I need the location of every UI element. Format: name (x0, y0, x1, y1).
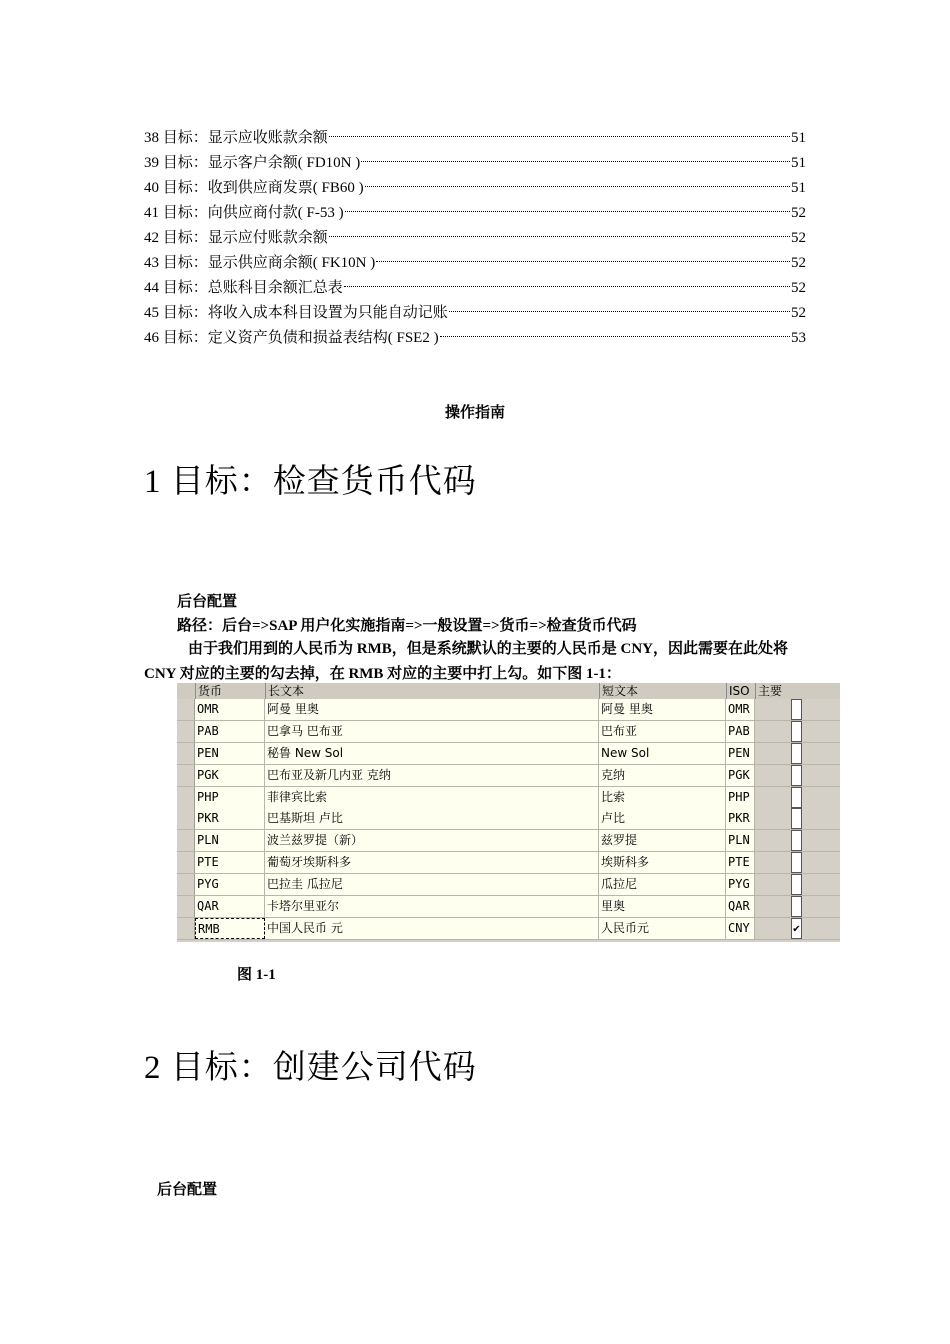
row-selector[interactable] (177, 765, 195, 786)
table-row[interactable] (177, 918, 840, 940)
toc-entry-page: 51 (791, 155, 806, 171)
cell-iso[interactable]: PKR (726, 808, 755, 829)
toc-leader (376, 261, 790, 262)
section1-heading: 1 目标：检查货币代码 (144, 464, 477, 500)
primary-checkbox[interactable] (791, 743, 802, 764)
cell-primary (755, 918, 840, 939)
section1-paragraph (144, 637, 808, 687)
table-row[interactable] (177, 852, 840, 874)
cell-primary (755, 852, 840, 873)
cell-code[interactable]: PYG (195, 874, 265, 895)
toc-leader (365, 186, 790, 187)
cell-code[interactable]: PGK (195, 765, 265, 786)
cell-iso[interactable]: PAB (726, 721, 755, 742)
col-header-iso[interactable]: ISO (726, 683, 755, 699)
primary-checkbox[interactable] (791, 830, 802, 851)
cell-short-text[interactable]: 巴布亚 (599, 721, 726, 742)
table-row[interactable] (177, 721, 840, 743)
toc-entry-page: 52 (791, 280, 806, 296)
primary-checkbox[interactable] (791, 787, 802, 808)
toc-entry-title: 44 目标：总账科目余额汇总表 (144, 280, 343, 296)
table-row[interactable] (177, 896, 840, 918)
table-row[interactable] (177, 830, 840, 852)
col-header-short[interactable]: 短文本 (599, 683, 726, 699)
cell-iso[interactable]: PGK (726, 765, 755, 786)
cell-primary (755, 743, 840, 764)
currency-table (177, 683, 840, 942)
toc-entry-title: 43 目标：显示供应商余额( FK10N ) (144, 255, 376, 271)
cell-code[interactable]: PHP (195, 787, 265, 808)
figure-caption: 图 1-1 (237, 967, 276, 983)
cell-long-text[interactable]: 巴拉圭 瓜拉尼 (265, 874, 599, 895)
cell-short-text[interactable]: 人民币元 (599, 918, 726, 939)
cell-primary (755, 830, 840, 851)
primary-checkbox[interactable] (791, 765, 802, 786)
toc-leader (344, 286, 790, 287)
config-path: 路径：后台=>SAP 用户化实施指南=>一般设置=>货币=>检查货币代码 (177, 618, 637, 634)
cell-short-text[interactable]: 兹罗提 (599, 830, 726, 851)
toc-entry-title: 45 目标：将收入成本科目设置为只能自动记账 (144, 305, 448, 321)
primary-checkbox[interactable] (791, 808, 802, 829)
toc-entry[interactable] (144, 226, 806, 251)
toc-leader (449, 311, 790, 312)
table-row[interactable] (177, 743, 840, 765)
row-selector[interactable] (177, 787, 195, 808)
cell-primary (755, 896, 840, 917)
cell-long-text[interactable]: 巴拿马 巴布亚 (265, 721, 599, 742)
cell-iso[interactable]: PLN (726, 830, 755, 851)
toc-entry-page: 52 (791, 205, 806, 221)
row-selector[interactable] (177, 852, 195, 873)
section2-subheading: 后台配置 (157, 1182, 218, 1198)
cell-long-text[interactable]: 秘鲁 New Sol (265, 743, 599, 764)
cell-primary (755, 765, 840, 786)
cell-iso[interactable]: OMR (726, 699, 755, 720)
primary-checkbox[interactable] (791, 896, 802, 917)
cell-iso[interactable]: CNY (726, 918, 755, 939)
toc-entry-title: 46 目标：定义资产负债和损益表结构( FSE2 ) (144, 330, 439, 346)
toc-entry[interactable] (144, 251, 806, 276)
cell-code[interactable]: PTE (195, 852, 265, 873)
cell-short-text[interactable]: New Sol (599, 743, 726, 764)
cell-code[interactable]: PLN (195, 830, 265, 851)
cell-iso[interactable]: PEN (726, 743, 755, 764)
toc-entry-page: 52 (791, 305, 806, 321)
toc-entry[interactable] (144, 301, 806, 326)
cell-short-text[interactable]: 卢比 (599, 808, 726, 829)
toc-entry-page: 51 (791, 180, 806, 196)
toc-entry[interactable] (144, 176, 806, 201)
toc-entry[interactable] (144, 276, 806, 301)
cell-primary (755, 808, 840, 829)
primary-checkbox[interactable] (791, 721, 802, 742)
table-row[interactable] (177, 765, 840, 787)
table-row[interactable] (177, 808, 840, 830)
cell-primary (755, 721, 840, 742)
cell-code[interactable]: OMR (195, 699, 265, 720)
cell-iso[interactable]: PYG (726, 874, 755, 895)
col-header-primary[interactable]: 主要 (755, 683, 840, 699)
row-selector[interactable] (177, 699, 195, 720)
col-header-long[interactable]: 长文本 (265, 683, 599, 699)
cell-long-text[interactable]: 葡萄牙埃斯科多 (265, 852, 599, 873)
cell-iso[interactable]: PHP (726, 787, 755, 808)
cell-long-text[interactable]: 巴基斯坦 卢比 (265, 808, 599, 829)
table-row[interactable] (177, 787, 840, 809)
guide-title: 操作指南 (444, 405, 505, 421)
cell-long-text[interactable]: 卡塔尔里亚尔 (265, 896, 599, 917)
cell-short-text[interactable]: 瓜拉尼 (599, 874, 726, 895)
cell-primary (755, 787, 840, 808)
col-header-code[interactable]: 货币 (195, 683, 265, 699)
cell-short-text[interactable]: 克纳 (599, 765, 726, 786)
section1-subheading: 后台配置 (177, 594, 238, 610)
toc-entry-page: 53 (791, 330, 806, 346)
toc-entry-title: 42 目标：显示应付账款余额 (144, 230, 328, 246)
cell-code[interactable]: QAR (195, 896, 265, 917)
table-row[interactable] (177, 699, 840, 721)
toc-entry-page: 52 (791, 230, 806, 246)
cell-long-text[interactable]: 菲律宾比索 (265, 787, 599, 808)
table-of-contents (144, 126, 806, 351)
toc-entry-title: 39 目标：显示客户余额( FD10N ) (144, 155, 361, 171)
row-selector[interactable] (177, 874, 195, 895)
toc-entry-title: 38 目标：显示应收账款余额 (144, 130, 328, 146)
row-selector[interactable] (177, 808, 195, 829)
row-selector[interactable] (177, 743, 195, 764)
cell-code[interactable]: PKR (195, 808, 265, 829)
toc-leader (361, 161, 790, 162)
toc-entry[interactable] (144, 151, 806, 176)
toc-entry-page: 52 (791, 255, 806, 271)
cell-code[interactable]: RMB (195, 918, 265, 939)
primary-checkbox[interactable] (791, 852, 802, 873)
cell-long-text[interactable]: 巴布亚及新几内亚 克纳 (265, 765, 599, 786)
primary-checkbox[interactable]: ✔ (791, 918, 802, 939)
toc-entry-title: 40 目标：收到供应商发票( FB60 ) (144, 180, 364, 196)
cell-long-text[interactable]: 阿曼 里奥 (265, 699, 599, 720)
toc-entry[interactable] (144, 201, 806, 226)
row-selector[interactable] (177, 896, 195, 917)
table-row[interactable] (177, 874, 840, 896)
section2-heading: 2 目标：创建公司代码 (144, 1050, 477, 1086)
cell-primary (755, 874, 840, 895)
section1-paragraph-text: 由于我们用到的人民币为 RMB，但是系统默认的主要的人民币是 CNY，因此需要在此处将 CNY 对应的主要的勾去掉，在 RMB 对应的主要中打上勾。如下图 1-1： (144, 641, 788, 682)
row-selector[interactable] (177, 830, 195, 851)
table-header (177, 683, 840, 699)
cell-long-text[interactable]: 波兰兹罗提（新） (265, 830, 599, 851)
cell-code[interactable]: PAB (195, 721, 265, 742)
toc-entry-title: 41 目标：向供应商付款( F-53 ) (144, 205, 344, 221)
primary-checkbox[interactable] (791, 699, 802, 720)
cell-short-text[interactable]: 阿曼 里奥 (599, 699, 726, 720)
toc-leader (329, 236, 790, 237)
primary-checkbox[interactable] (791, 874, 802, 895)
toc-entry-page: 51 (791, 130, 806, 146)
toc-leader (440, 336, 790, 337)
cell-short-text[interactable]: 比索 (599, 787, 726, 808)
cell-iso[interactable]: QAR (726, 896, 755, 917)
cell-long-text[interactable]: 中国人民币 元 (265, 918, 599, 939)
toc-entry[interactable] (144, 326, 806, 351)
cell-primary (755, 699, 840, 720)
toc-leader (345, 211, 790, 212)
cell-short-text[interactable]: 埃斯科多 (599, 852, 726, 873)
row-selector[interactable] (177, 721, 195, 742)
table-body (177, 699, 840, 940)
cell-code[interactable]: PEN (195, 743, 265, 764)
toc-leader (329, 136, 790, 137)
toc-entry[interactable] (144, 126, 806, 151)
cell-short-text[interactable]: 里奥 (599, 896, 726, 917)
cell-iso[interactable]: PTE (726, 852, 755, 873)
row-selector[interactable] (177, 918, 195, 939)
